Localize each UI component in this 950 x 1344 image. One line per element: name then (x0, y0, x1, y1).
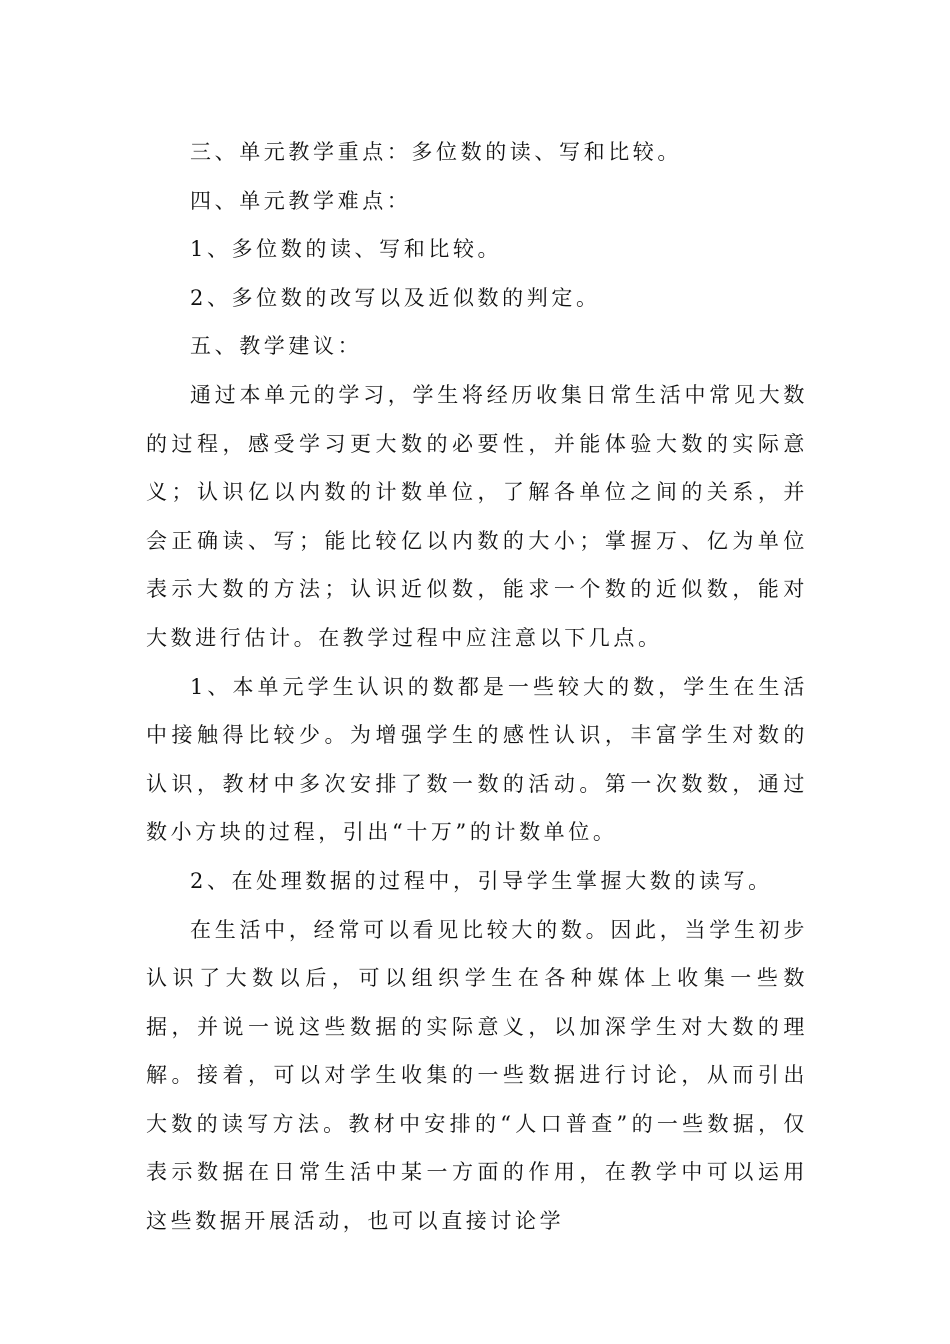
document-body (146, 128, 808, 1246)
heading-teaching-suggestions: 五、教学建议： (190, 334, 363, 359)
heading-teaching-difficulty: 四、单元教学难点： (190, 188, 412, 213)
difficulty-item-1: 1、多位数的读、写和比较。 (190, 237, 503, 262)
heading-teaching-focus: 三、单元教学重点：多位数的读、写和比较。 (190, 140, 682, 164)
paragraph-overview: 通过本单元的学习，学生将经历收集日常生活中常见大数的过程，感受学习更大数的必要性，并能体验大数的实际意义；认识亿以内数的计数单位，了解各单位之间的关系，并会正确读、写；能比较亿以内数的大小；掌握万、亿为单位表示大数的方法；认识近似数，能求一个数的近似数，能对大数进行估计。在教学过程中应注意以下几点。 (146, 382, 808, 650)
difficulty-item-2: 2、多位数的改写以及近似数的判定。 (190, 285, 601, 310)
paragraph-big-numbers-in-life: 在生活中，经常可以看见比较大的数。因此，当学生初步认识了大数以后，可以组织学生在各种媒体上收集一些数据，并说一说这些数据的实际意义，以加深学生对大数的理解。接着，可以对学生收集的一些数据进行讨论，从而引出大数的读写方法。教材中安排的“人口普查”的一些数据，仅表示数据在日常生活中某一方面的作用，在教学中可以运用这些数据开展活动，也可以直接讨论学 (146, 917, 808, 1234)
suggestion-item-2: 2、在处理数据的过程中，引导学生掌握大数的读写。 (190, 868, 773, 893)
suggestion-item-1: 1、本单元学生认识的数都是一些较大的数，学生在生活中接触得比较少。为增强学生的感性认识，丰富学生对数的认识，教材中多次安排了数一数的活动。第一次数数，通过数小方块的过程，引出“十万”的计数单位。 (146, 674, 808, 845)
